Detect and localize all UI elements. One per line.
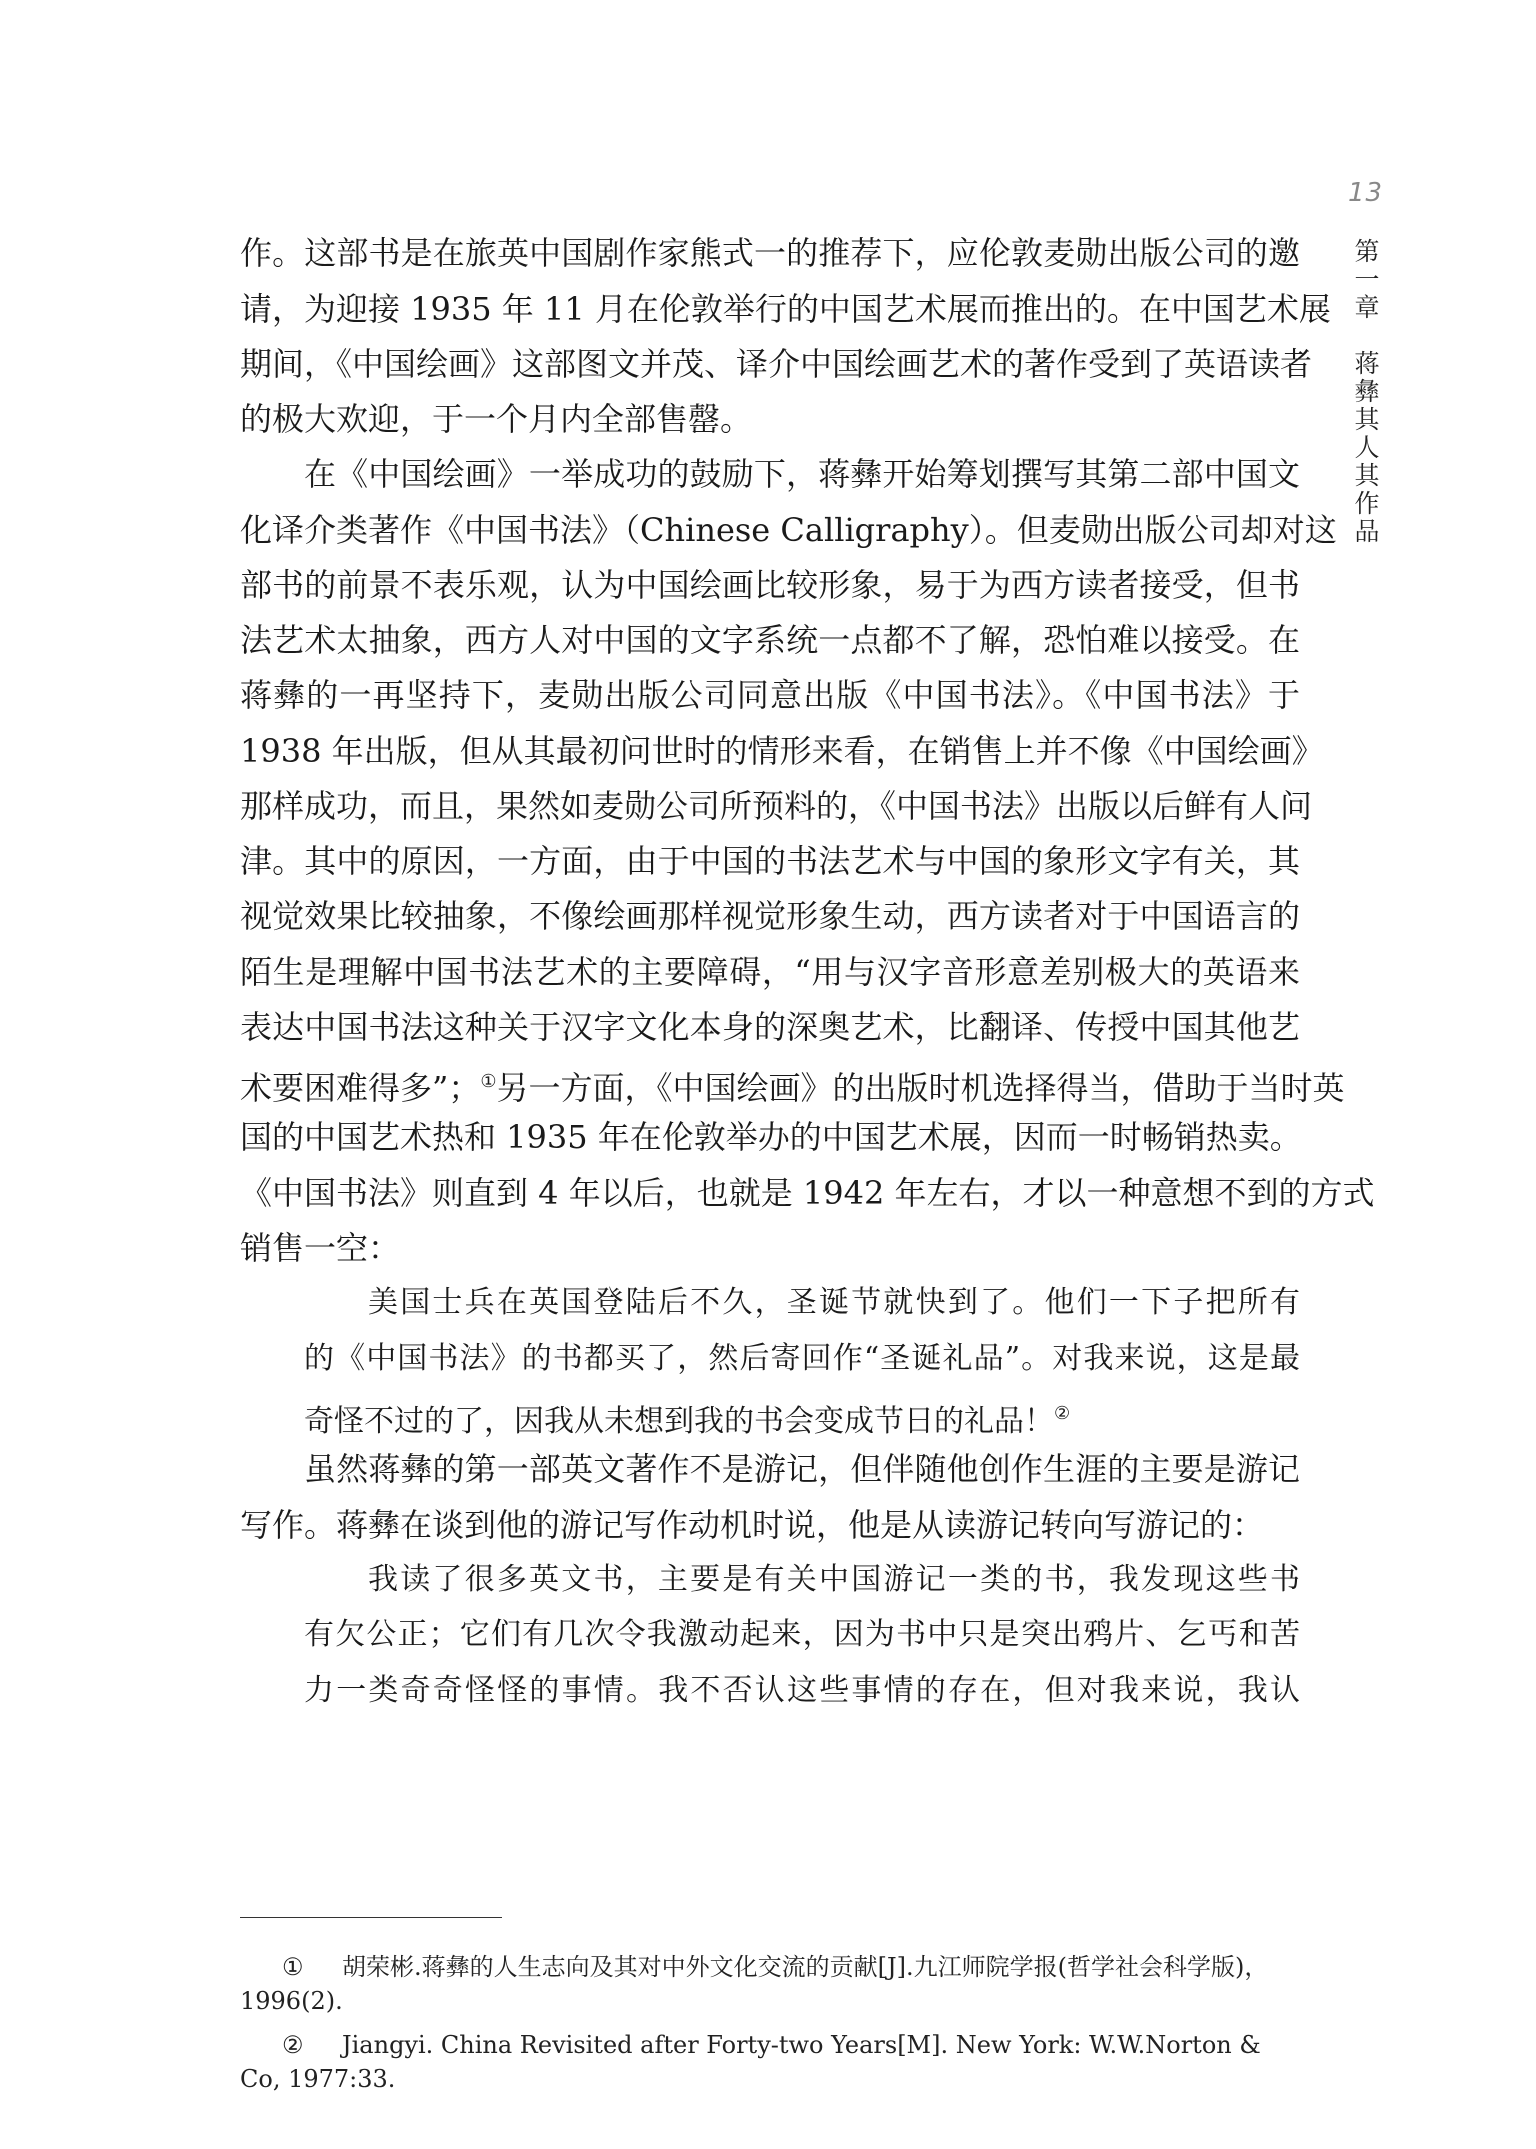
quote-line — [240, 1389, 1300, 1447]
quote-line: 我读了很多英文书，主要是有关中国游记一类的书，我发现这些书 — [368, 1562, 1300, 1597]
text-line: 请，为迎接 1935 年 11 月在伦敦举行的中国艺术展而推出的。在中国艺术展 — [240, 290, 1331, 328]
page-number: 13 — [1348, 178, 1384, 208]
text-line: 《中国书法》则直到 4 年以后，也就是 1942 年左右，才以一种意想不到的方式 — [240, 1174, 1375, 1212]
text-line: 津。其中的原因，一方面，由于中国的书法艺术与中国的象形文字有关，其 — [240, 842, 1300, 880]
running-head-title: 蒋彝其人其作品 — [1351, 350, 1380, 546]
text-line: 那样成功，而且，果然如麦勋公司所预料的，《中国书法》出版以后鲜有人问 — [240, 787, 1313, 825]
text-line: 期间，《中国绘画》这部图文并茂、译介中国绘画艺术的著作受到了英语读者 — [240, 345, 1313, 383]
footnote-divider — [240, 1917, 502, 1918]
footnote-2 — [240, 2028, 1300, 2096]
text-line: 的极大欢迎，于一个月内全部售罄。 — [240, 400, 753, 438]
text-line: 法艺术太抽象，西方人对中国的文字系统一点都不了解，恐怕难以接受。在 — [240, 621, 1300, 659]
text-segment: 术要困难得多”； — [240, 1069, 481, 1107]
footnote-1-continued: 1996(2). — [240, 1987, 343, 2015]
text-line — [240, 1057, 1345, 1113]
text-line: 部书的前景不表乐观，认为中国绘画比较形象，易于为西方读者接受，但书 — [240, 566, 1300, 604]
text-line: 虽然蒋彝的第一部英文著作不是游记，但伴随他创作生涯的主要是游记 — [304, 1450, 1300, 1488]
footnote-mark: ② — [282, 2031, 304, 2059]
text-line: 陌生是理解中国书法艺术的主要障碍，“用与汉字音形意差别极大的英语来 — [240, 953, 1300, 991]
footnote-1 — [240, 1950, 1300, 1984]
text-segment: 奇怪不过的了，因我从未想到我的书会变成节日的礼品！ — [304, 1404, 1054, 1439]
text-line: 视觉效果比较抽象，不像绘画那样视觉形象生动，西方读者对于中国语言的 — [240, 897, 1300, 935]
text-line: 销售一空： — [240, 1229, 401, 1267]
running-head-chapter: 第一章 — [1351, 238, 1380, 322]
footnote-text: Jiangyi. China Revisited after Forty-two Years[M]. New York: W.W.Norton & Co, 1977:33. — [240, 2031, 1261, 2093]
text-line: 蒋彝的一再坚持下，麦勋出版公司同意出版《中国书法》。《中国书法》于 — [240, 676, 1300, 714]
quote-line: 的《中国书法》的书都买了，然后寄回作“圣诞礼品”。对我来说，这是最 — [304, 1341, 1300, 1376]
running-head — [1343, 238, 1383, 546]
footnote-mark: ① — [282, 1953, 304, 1981]
text-line: 表达中国书法这种关于汉字文化本身的深奥艺术，比翻译、传授中国其他艺 — [240, 1008, 1300, 1046]
text-line: 作。这部书是在旅英中国剧作家熊式一的推荐下，应伦敦麦勋出版公司的邀 — [240, 234, 1300, 272]
text-line: 在《中国绘画》一举成功的鼓励下，蒋彝开始筹划撰写其第二部中国文 — [304, 455, 1300, 493]
footnote-ref[interactable]: ① — [480, 1071, 497, 1092]
footnote-text: 胡荣彬.蒋彝的人生志向及其对中外文化交流的贡献[J].九江师院学报(哲学社会科学版)， — [342, 1953, 1269, 1981]
quote-line: 美国士兵在英国登陆后不久，圣诞节就快到了。他们一下子把所有 — [368, 1285, 1300, 1320]
text-line: 1938 年出版，但从其最初问世时的情形来看，在销售上并不像《中国绘画》 — [240, 732, 1324, 770]
text-line: 化译介类著作《中国书法》（Chinese Calligraphy）。但麦勋出版公司却对这 — [240, 511, 1337, 549]
text-line: 写作。蒋彝在谈到他的游记写作动机时说，他是从读游记转向写游记的： — [240, 1506, 1265, 1544]
footnote-ref[interactable]: ② — [1054, 1403, 1071, 1424]
quote-line: 有欠公正；它们有几次令我激动起来，因为书中只是突出鸦片、乞丐和苦 — [304, 1617, 1300, 1652]
text-segment: 另一方面，《中国绘画》的出版时机选择得当，借助于当时英 — [496, 1069, 1345, 1107]
text-line: 国的中国艺术热和 1935 年在伦敦举办的中国艺术展，因而一时畅销热卖。 — [240, 1118, 1302, 1156]
quote-line: 力一类奇奇怪怪的事情。我不否认这些事情的存在，但对我来说，我认 — [304, 1673, 1300, 1708]
